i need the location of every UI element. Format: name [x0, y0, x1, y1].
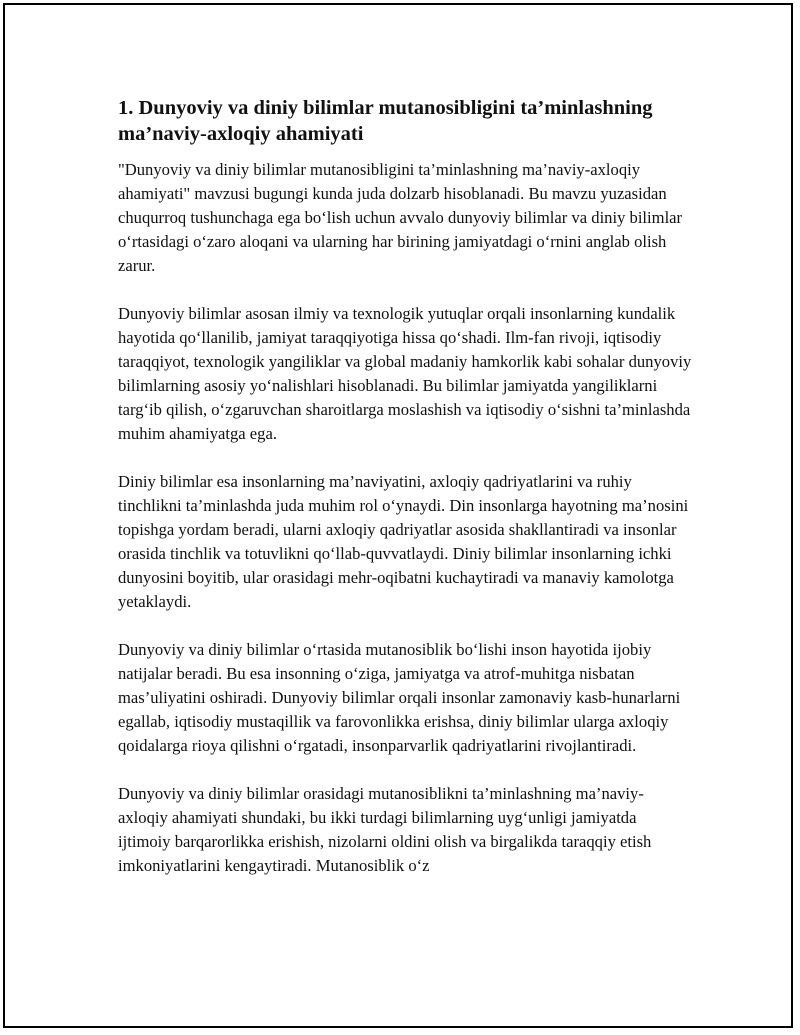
document-body — [118, 95, 693, 902]
paragraph-5: Dunyoviy va diniy bilimlar orasidagi mutanosiblikni ta’minlashning ma’naviy-axloqiy ahamiyati shundaki, bu ikki turdagi bilimlarning uyg‘unligi jamiyatda ijtimoiy barqarorlikka erishish, nizolarni oldini olish va birgalikda taraqqiy etish imkoniyatlarini kengaytiradi. Mutanosiblik o‘z — [118, 784, 652, 875]
paragraph-4: Dunyoviy va diniy bilimlar o‘rtasida mutanosiblik bo‘lishi inson hayotida ijobiy natijalar beradi. Bu esa insonning o‘ziga, jamiyatga va atrof-muhitga nisbatan mas’uliyatini oshiradi. Dunyoviy bilimlar orqali insonlar zamonaviy kasb-hunarlarni egallab, iqtisodiy mustaqillik va farovonlikka erishsa, diniy bilimlar ularga axloqiy qoidalarga rioya qilishni o‘rgatadi, insonparvarlik qadriyatlarini rivojlantiradi. — [118, 640, 681, 755]
paragraph-3: Diniy bilimlar esa insonlarning ma’naviyatini, axloqiy qadriyatlarini va ruhiy tinchlikni ta’minlashda juda muhim rol o‘ynaydi. Din insonlarga hayotning ma’nosini topishga yordam beradi, ularni axloqiy qadriyatlar asosida shakllantiradi va insonlar orasida tinchlik va totuvlikni qo‘llab-quvvatlaydi. Diniy bilimlar insonlarning ichki dunyosini boyitib, ular orasidagi mehr-oqibatni kuchaytiradi va manaviy kamolotga yetaklaydi. — [118, 472, 689, 611]
paragraph-2: Dunyoviy bilimlar asosan ilmiy va texnologik yutuqlar orqali insonlarning kundalik hayotida qo‘llanilib, jamiyat taraqqiyotiga hissa qo‘shadi. Ilm-fan rivoji, iqtisodiy taraqqiyot, texnologik yangiliklar va global madaniy hamkorlik kabi sohalar dunyoviy bilimlarning asosiy yo‘nalishlari hisoblanadi. Bu bilimlar jamiyatda yangiliklarni targ‘ib qilish, o‘zgaruvchan sharoitlarga moslashish va iqtisodiy o‘sishni ta’minlashda muhim ahamiyatga ega. — [118, 304, 692, 443]
paragraph-1: "Dunyoviy va diniy bilimlar mutanosibligini ta’minlashning ma’naviy-axloqiy ahamiyati" mavzusi bugungi kunda juda dolzarb hisoblanadi. Bu mavzu yuzasidan chuqurroq tushunchaga ega bo‘lish uchun avvalo dunyoviy bilimlar va diniy bilimlar o‘rtasidagi o‘zaro aloqani va ularning har birining jamiyatdagi o‘rnini anglab olish zarur. — [118, 160, 683, 275]
section-heading: 1. Dunyoviy va diniy bilimlar mutanosibligini ta’minlashning ma’naviy-axloqiy ahamiyati — [118, 97, 653, 145]
